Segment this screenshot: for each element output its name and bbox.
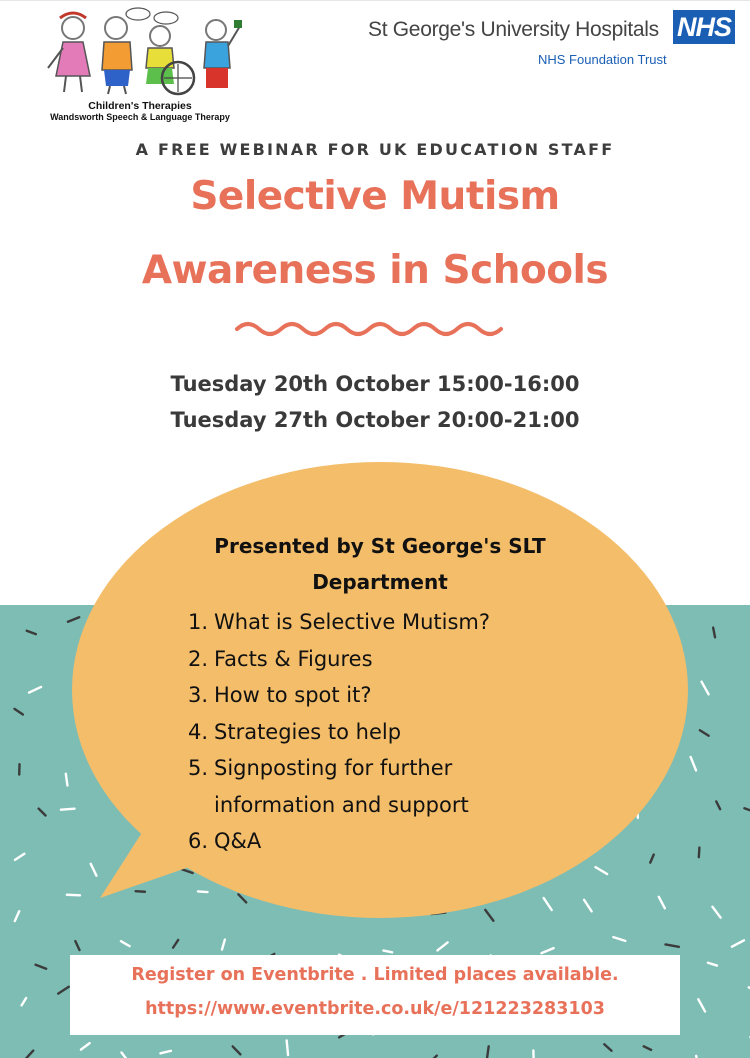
agenda-item [188, 604, 608, 641]
agenda-item [188, 823, 608, 860]
agenda-number: 4. [188, 719, 209, 744]
trust-subtitle: NHS Foundation Trust [538, 52, 667, 67]
wavy-divider [235, 318, 515, 340]
agenda-text: Signposting for further [214, 756, 453, 780]
agenda-text: Facts & Figures [214, 646, 373, 671]
agenda-text: What is Selective Mutism? [214, 610, 490, 634]
agenda-text: Strategies to help [214, 719, 402, 744]
logo-title: Children's Therapies [88, 100, 192, 112]
agenda-number: 5. [188, 756, 209, 780]
register-box [70, 955, 680, 1035]
presented-by-line-1: Presented by St George's SLT [214, 534, 546, 558]
title-line-1: Selective Mutism [190, 174, 560, 219]
title-line-2: Awareness in Schools [141, 248, 609, 293]
agenda-item-continued [188, 787, 608, 824]
presented-by-line-2: Department [312, 570, 448, 594]
agenda-number: 1. [188, 610, 209, 634]
logo-subtitle: Wandsworth Speech & Language Therapy [50, 112, 230, 122]
agenda-list [188, 604, 608, 860]
agenda-number: 2. [188, 646, 209, 671]
agenda-item [188, 750, 608, 787]
agenda-item [188, 714, 608, 751]
agenda-number: 3. [188, 683, 209, 707]
date-line-1: Tuesday 20th October 15:00-16:00 [170, 372, 580, 396]
eventbrite-link[interactable]: https://www.eventbrite.co.uk/e/121223283103 [145, 999, 605, 1019]
agenda-text: information and support [214, 792, 469, 817]
agenda-item [188, 677, 608, 714]
webinar-kicker: A FREE WEBINAR FOR UK EDUCATION STAFF [135, 140, 615, 159]
trust-name: St George's University Hospitals [368, 18, 659, 41]
nhs-logo: NHS [673, 10, 735, 44]
register-text: Register on Eventbrite . Limited places available. [131, 965, 619, 985]
date-line-2: Tuesday 27th October 20:00-21:00 [170, 408, 580, 432]
agenda-text: Q&A [214, 829, 262, 853]
children-drawing-icon [38, 6, 243, 98]
agenda-text: How to spot it? [214, 683, 372, 707]
childrens-therapies-logo [30, 6, 250, 124]
agenda-number: 6. [188, 829, 209, 853]
agenda-item [188, 641, 608, 678]
